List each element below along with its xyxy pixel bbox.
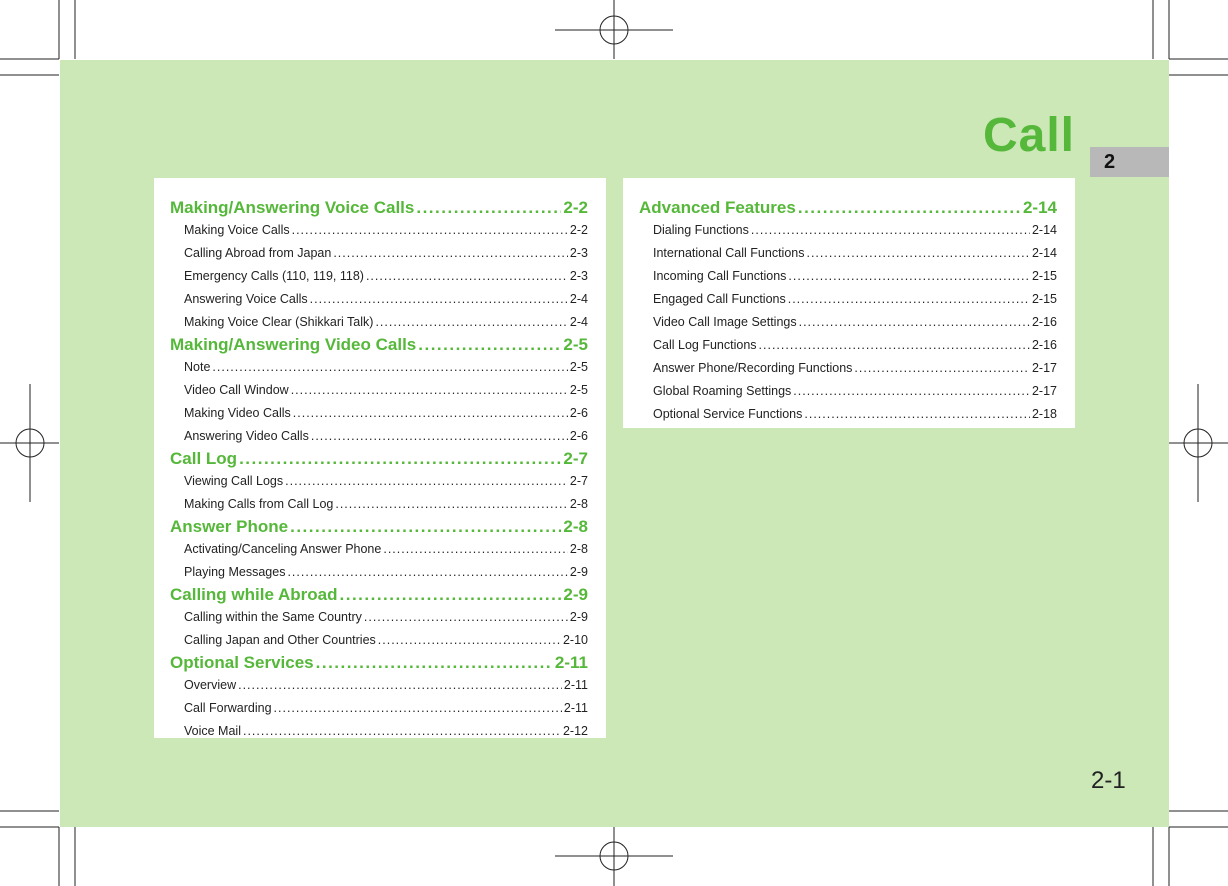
toc-item[interactable] — [170, 674, 588, 697]
dot-leader — [310, 288, 568, 311]
toc-section-title: Call Log — [170, 449, 238, 468]
dot-leader — [375, 311, 567, 334]
toc-item[interactable] — [639, 357, 1057, 380]
toc-item[interactable] — [170, 538, 588, 561]
toc-item-label: Dialing Functions — [653, 223, 749, 237]
toc-item[interactable] — [170, 265, 588, 288]
toc-item-label: Overview — [184, 678, 237, 692]
toc-item[interactable] — [170, 629, 588, 652]
dot-leader — [806, 242, 1029, 265]
dot-leader — [788, 288, 1030, 311]
dot-leader — [751, 219, 1030, 242]
toc-section-page: 2-9 — [563, 585, 588, 604]
toc-item[interactable] — [170, 561, 588, 584]
toc-item[interactable] — [639, 265, 1057, 288]
dot-leader — [311, 425, 568, 448]
toc-item[interactable] — [639, 288, 1057, 311]
toc-item-page: 2-7 — [569, 474, 588, 488]
toc-section-title: Optional Services — [170, 653, 314, 672]
toc-section-title: Calling while Abroad — [170, 585, 338, 604]
toc-section-title: Making/Answering Voice Calls — [170, 198, 415, 217]
toc-item-label: Viewing Call Logs — [184, 474, 284, 488]
dot-leader — [788, 265, 1030, 288]
toc-item-label: Calling Abroad from Japan — [184, 246, 332, 260]
toc-item-label: Global Roaming Settings — [653, 384, 792, 398]
dot-leader — [285, 470, 568, 493]
dot-leader — [333, 242, 568, 265]
toc-item-label: Voice Mail — [184, 724, 241, 738]
toc-section-heading[interactable] — [170, 197, 588, 219]
toc-item-page: 2-17 — [1031, 361, 1057, 375]
toc-item-page: 2-9 — [569, 565, 588, 579]
toc-section-heading[interactable] — [170, 584, 588, 606]
toc-item[interactable] — [170, 379, 588, 402]
toc-item[interactable] — [170, 493, 588, 516]
toc-item-label: Answer Phone/Recording Functions — [653, 361, 853, 375]
toc-left-column — [154, 178, 606, 738]
page-number: 2-1 — [1091, 767, 1126, 794]
dot-leader — [238, 674, 562, 697]
toc-section-heading[interactable] — [639, 197, 1057, 219]
toc-item-label: Emergency Calls (110, 119, 118) — [184, 269, 364, 283]
dot-leader — [243, 720, 561, 743]
toc-item-label: Playing Messages — [184, 565, 286, 579]
toc-section-page: 2-8 — [563, 517, 588, 536]
dot-leader — [798, 197, 1021, 219]
toc-item[interactable] — [639, 242, 1057, 265]
toc-item-label: Incoming Call Functions — [653, 269, 787, 283]
dot-leader — [290, 516, 561, 538]
toc-item-page: 2-17 — [1031, 384, 1057, 398]
toc-item[interactable] — [639, 311, 1057, 334]
toc-item-label: Making Voice Calls — [184, 223, 290, 237]
toc-section-page: 2-14 — [1022, 198, 1057, 217]
dot-leader — [416, 197, 561, 219]
toc-item-label: Video Call Window — [184, 383, 289, 397]
toc-item-page: 2-14 — [1031, 223, 1057, 237]
toc-item-page: 2-15 — [1031, 292, 1057, 306]
toc-item[interactable] — [639, 403, 1057, 426]
dot-leader — [364, 606, 568, 629]
dot-leader — [293, 402, 568, 425]
toc-item-page: 2-11 — [563, 678, 588, 692]
toc-item[interactable] — [170, 219, 588, 242]
toc-item-page: 2-4 — [569, 292, 588, 306]
dot-leader — [418, 334, 561, 356]
toc-section-heading[interactable] — [170, 516, 588, 538]
toc-section-page: 2-7 — [563, 449, 588, 468]
toc-item-label: Activating/Canceling Answer Phone — [184, 542, 382, 556]
toc-item[interactable] — [170, 356, 588, 379]
dot-leader — [316, 652, 553, 674]
toc-item-label: International Call Functions — [653, 246, 805, 260]
toc-item-page: 2-5 — [569, 383, 588, 397]
toc-item-label: Video Call Image Settings — [653, 315, 797, 329]
toc-section-title: Answer Phone — [170, 517, 289, 536]
toc-item-page: 2-2 — [569, 223, 588, 237]
toc-item-page: 2-4 — [569, 315, 588, 329]
toc-item[interactable] — [170, 470, 588, 493]
dot-leader — [239, 448, 561, 470]
toc-item-label: Note — [184, 360, 211, 374]
toc-item[interactable] — [170, 720, 588, 743]
toc-item[interactable] — [170, 606, 588, 629]
toc-item-page: 2-16 — [1031, 338, 1057, 352]
toc-right-column — [623, 178, 1075, 428]
dot-leader — [274, 697, 562, 720]
dot-leader — [378, 629, 561, 652]
toc-item-label: Making Calls from Call Log — [184, 497, 334, 511]
dot-leader — [759, 334, 1030, 357]
toc-item-label: Making Voice Clear (Shikkari Talk) — [184, 315, 374, 329]
toc-item-label: Calling Japan and Other Countries — [184, 633, 376, 647]
dot-leader — [854, 357, 1030, 380]
toc-item-page: 2-6 — [569, 406, 588, 420]
toc-item-label: Answering Video Calls — [184, 429, 309, 443]
dot-leader — [340, 584, 562, 606]
toc-section-page: 2-11 — [554, 653, 588, 672]
toc-item-label: Making Video Calls — [184, 406, 291, 420]
dot-leader — [335, 493, 568, 516]
dot-leader — [804, 403, 1030, 426]
toc-item-page: 2-8 — [569, 497, 588, 511]
toc-section-title: Advanced Features — [639, 198, 796, 217]
toc-item[interactable] — [170, 311, 588, 334]
toc-item-page: 2-3 — [569, 269, 588, 283]
toc-item-label: Optional Service Functions — [653, 407, 803, 421]
toc-item-label: Answering Voice Calls — [184, 292, 308, 306]
toc-item-page: 2-9 — [569, 610, 588, 624]
dot-leader — [292, 219, 568, 242]
toc-section-heading[interactable] — [170, 334, 588, 356]
toc-item-page: 2-8 — [569, 542, 588, 556]
toc-item[interactable] — [639, 334, 1057, 357]
toc-item-page: 2-15 — [1031, 269, 1057, 283]
toc-item[interactable] — [170, 402, 588, 425]
dot-leader — [366, 265, 568, 288]
toc-item-page: 2-16 — [1031, 315, 1057, 329]
dot-leader — [212, 356, 568, 379]
toc-item-label: Engaged Call Functions — [653, 292, 786, 306]
toc-item-page: 2-3 — [569, 246, 588, 260]
toc-item[interactable] — [639, 219, 1057, 242]
dot-leader — [799, 311, 1030, 334]
toc-section-heading[interactable] — [170, 652, 588, 674]
dot-leader — [291, 379, 568, 402]
toc-item-label: Call Forwarding — [184, 701, 272, 715]
toc-item-page: 2-14 — [1031, 246, 1057, 260]
dot-leader — [383, 538, 568, 561]
toc-item[interactable] — [170, 697, 588, 720]
toc-item[interactable] — [639, 380, 1057, 403]
toc-item-page: 2-11 — [563, 701, 588, 715]
toc-section-title: Making/Answering Video Calls — [170, 335, 417, 354]
dot-leader — [287, 561, 567, 584]
toc-item-page: 2-12 — [562, 724, 588, 738]
toc-item-page: 2-10 — [562, 633, 588, 647]
chapter-title: Call — [982, 109, 1075, 162]
chapter-tab[interactable]: 2 — [1090, 147, 1169, 177]
toc-item-label: Call Log Functions — [653, 338, 757, 352]
toc-item-page: 2-6 — [569, 429, 588, 443]
toc-item-label: Calling within the Same Country — [184, 610, 362, 624]
toc-section-page: 2-5 — [563, 335, 588, 354]
toc-item[interactable] — [170, 425, 588, 448]
dot-leader — [793, 380, 1030, 403]
toc-item[interactable] — [170, 288, 588, 311]
toc-item-page: 2-18 — [1031, 407, 1057, 421]
toc-item-page: 2-5 — [569, 360, 588, 374]
toc-section-page: 2-2 — [563, 198, 588, 217]
toc-section-heading[interactable] — [170, 448, 588, 470]
toc-item[interactable] — [170, 242, 588, 265]
